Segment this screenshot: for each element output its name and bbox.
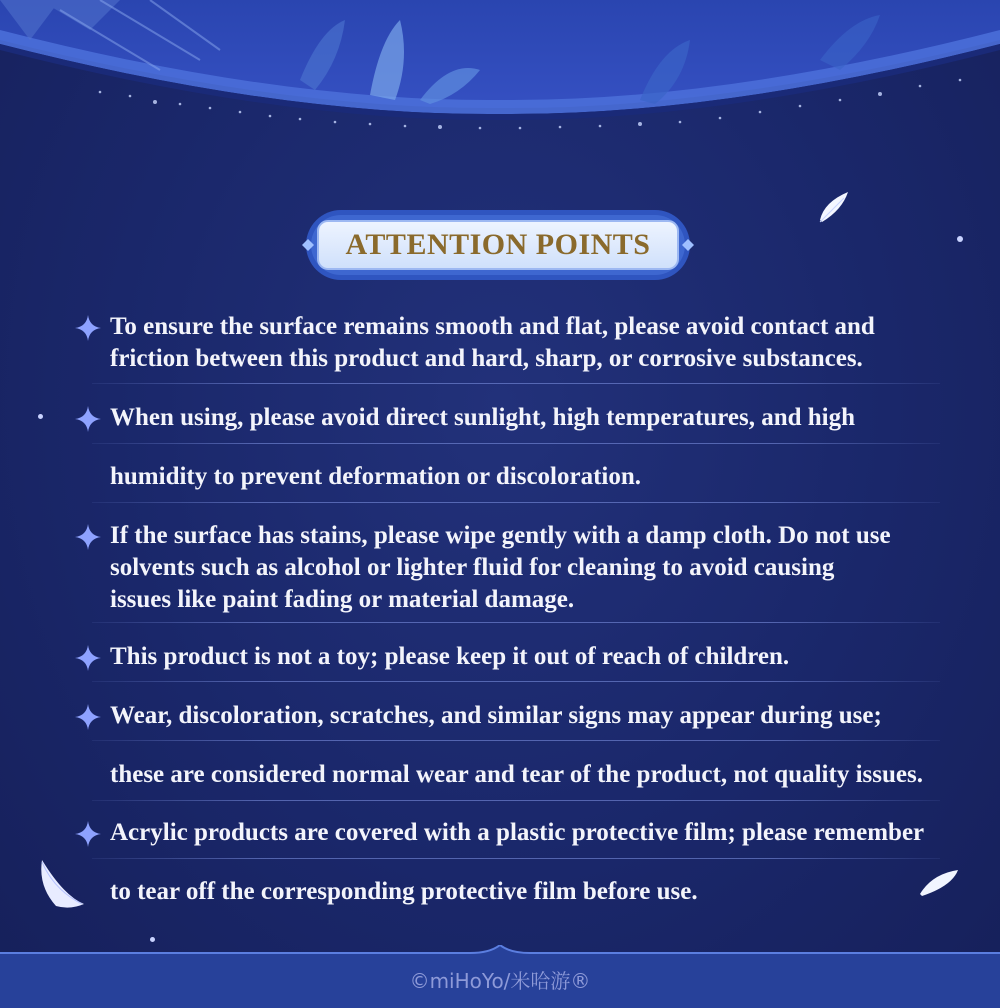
item-text-line: If the surface has stains, please wipe gently with a damp cloth. Do not use bbox=[110, 522, 891, 549]
divider bbox=[92, 622, 940, 623]
page-title: ATTENTION POINTS bbox=[345, 228, 651, 261]
four-point-star-icon bbox=[74, 405, 102, 433]
item-text-line: This product is not a toy; please keep it out of reach of children. bbox=[110, 643, 790, 670]
four-point-star-icon bbox=[74, 523, 102, 551]
divider bbox=[92, 858, 940, 859]
divider bbox=[92, 681, 940, 682]
item-text-line: solvents such as alcohol or lighter fluid for cleaning to avoid causing bbox=[110, 554, 835, 581]
four-point-star-icon bbox=[74, 644, 102, 672]
divider bbox=[92, 502, 940, 503]
item-text-line: Acrylic products are covered with a plastic protective film; please remember bbox=[110, 819, 925, 846]
item-text-line: Wear, discoloration, scratches, and similar signs may appear during use; bbox=[110, 702, 882, 729]
four-point-star-icon bbox=[74, 703, 102, 731]
divider bbox=[92, 800, 940, 801]
item-text-line: humidity to prevent deformation or discoloration. bbox=[110, 463, 642, 490]
item-text-line: friction between this product and hard, sharp, or corrosive substances. bbox=[110, 345, 863, 372]
item-text-line: issues like paint fading or material damage. bbox=[110, 586, 575, 613]
copyright-text: ©miHoYo/米哈游® bbox=[409, 969, 591, 993]
divider bbox=[92, 443, 940, 444]
item-text-line: these are considered normal wear and tear of the product, not quality issues. bbox=[110, 761, 923, 788]
divider bbox=[92, 740, 940, 741]
four-point-star-icon bbox=[74, 314, 102, 342]
four-point-star-icon bbox=[74, 820, 102, 848]
item-text-line: to tear off the corresponding protective film before use. bbox=[110, 878, 698, 905]
divider bbox=[92, 383, 940, 384]
item-text-line: To ensure the surface remains smooth and flat, please avoid contact and bbox=[110, 313, 875, 340]
item-text-line: When using, please avoid direct sunlight, high temperatures, and high bbox=[110, 404, 856, 431]
